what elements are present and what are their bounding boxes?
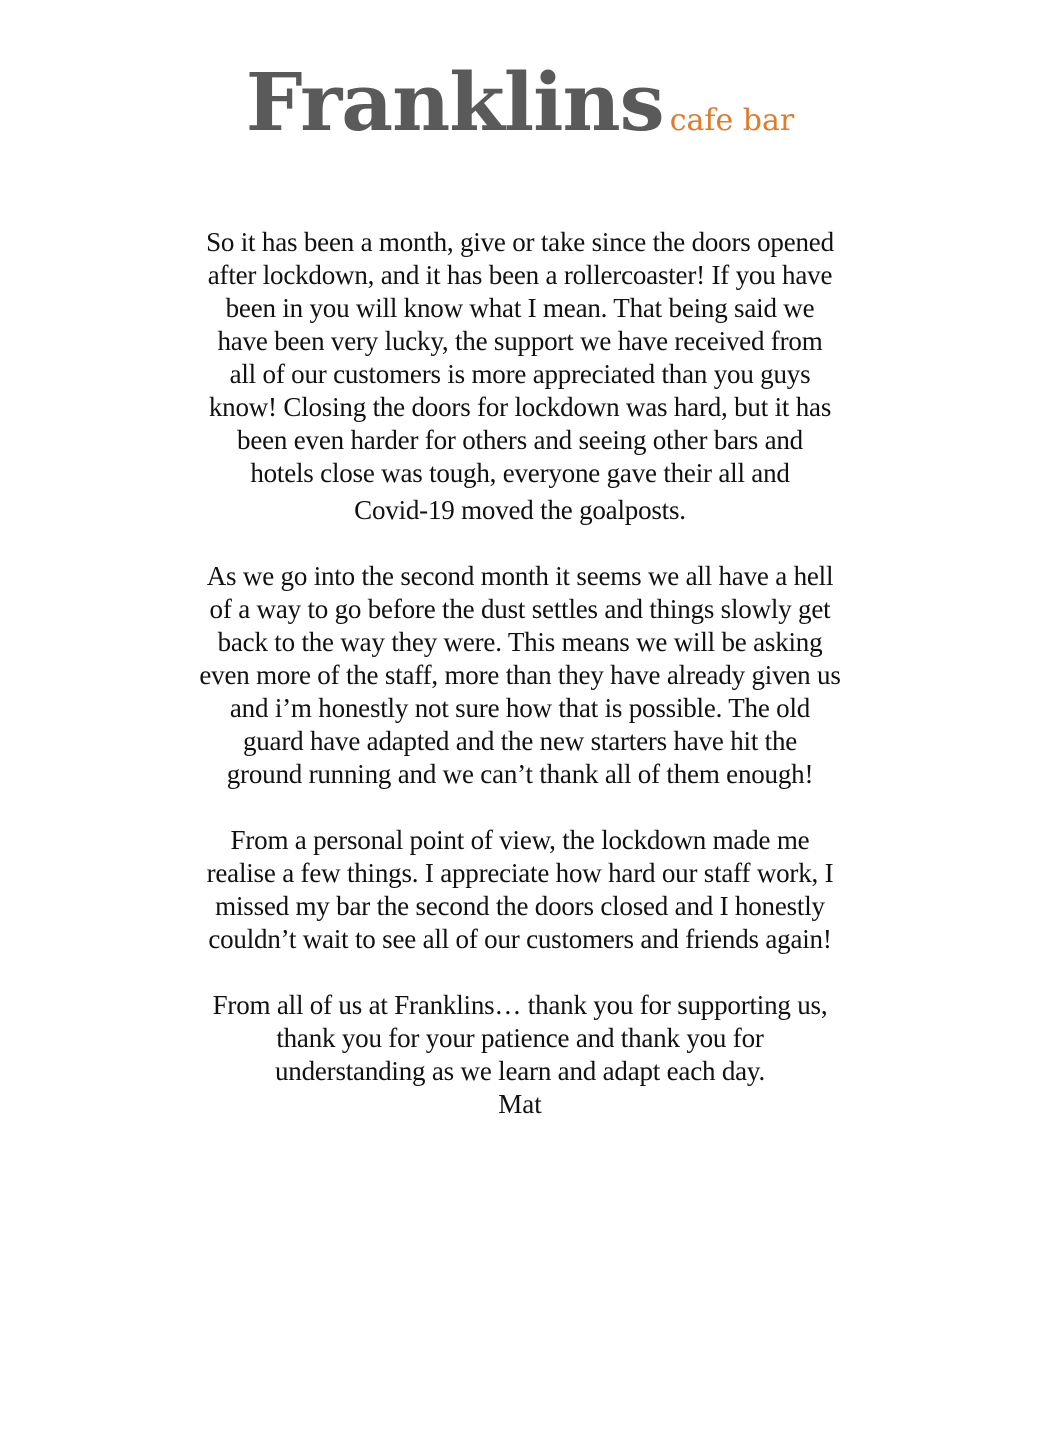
text-line: after lockdown, and it has been a rollercoaster! If you have [207, 260, 833, 290]
text-line: hotels close was tough, everyone gave their all and [250, 458, 790, 488]
signature: Mat [498, 1089, 542, 1119]
text-line: of a way to go before the dust settles and things slowly get [209, 594, 831, 624]
text-line: couldn’t wait to see all of our customers and friends again! [208, 924, 832, 954]
text-line: and i’m honestly not sure how that is possible. The old [229, 693, 811, 723]
logo [0, 55, 1040, 149]
text-line: As we go into the second month it seems we all have a hell [206, 561, 834, 591]
paragraph-1 [80, 226, 960, 527]
text-line: been even harder for others and seeing other bars and [237, 425, 803, 455]
letter-body [80, 226, 960, 1121]
logo-brand-name: Franklins [245, 55, 664, 149]
text-line: know! Closing the doors for lockdown was hard, but it has [208, 392, 832, 422]
logo-tagline: cafe bar [669, 103, 795, 138]
text-line: thank you for your patience and thank you for [276, 1023, 764, 1053]
text-line: From all of us at Franklins… thank you for supporting us, [212, 990, 828, 1020]
text-line: realise a few things. I appreciate how hard our staff work, I [206, 858, 834, 888]
text-line: From a personal point of view, the lockdown made me [230, 825, 810, 855]
paragraph-4 [80, 989, 960, 1121]
text-line: all of our customers is more appreciated than you guys [229, 359, 811, 389]
paragraph-2 [80, 560, 960, 791]
text-line: understanding as we learn and adapt each day. [274, 1056, 766, 1086]
text-line: guard have adapted and the new starters have hit the [242, 726, 798, 756]
text-line: back to the way they were. This means we will be asking [217, 627, 823, 657]
text-line: ground running and we can’t thank all of them enough! [226, 759, 814, 789]
text-line: been in you will know what I mean. That being said we [225, 293, 815, 323]
paragraph-3 [80, 824, 960, 956]
text-line: So it has been a month, give or take since the doors opened [206, 227, 834, 257]
text-line: have been very lucky, the support we have received from [217, 326, 823, 356]
text-line: Covid-19 moved the goalposts. [354, 495, 686, 525]
text-line: missed my bar the second the doors closed and I honestly [215, 891, 825, 921]
text-line: even more of the staff, more than they have already given us [199, 660, 841, 690]
